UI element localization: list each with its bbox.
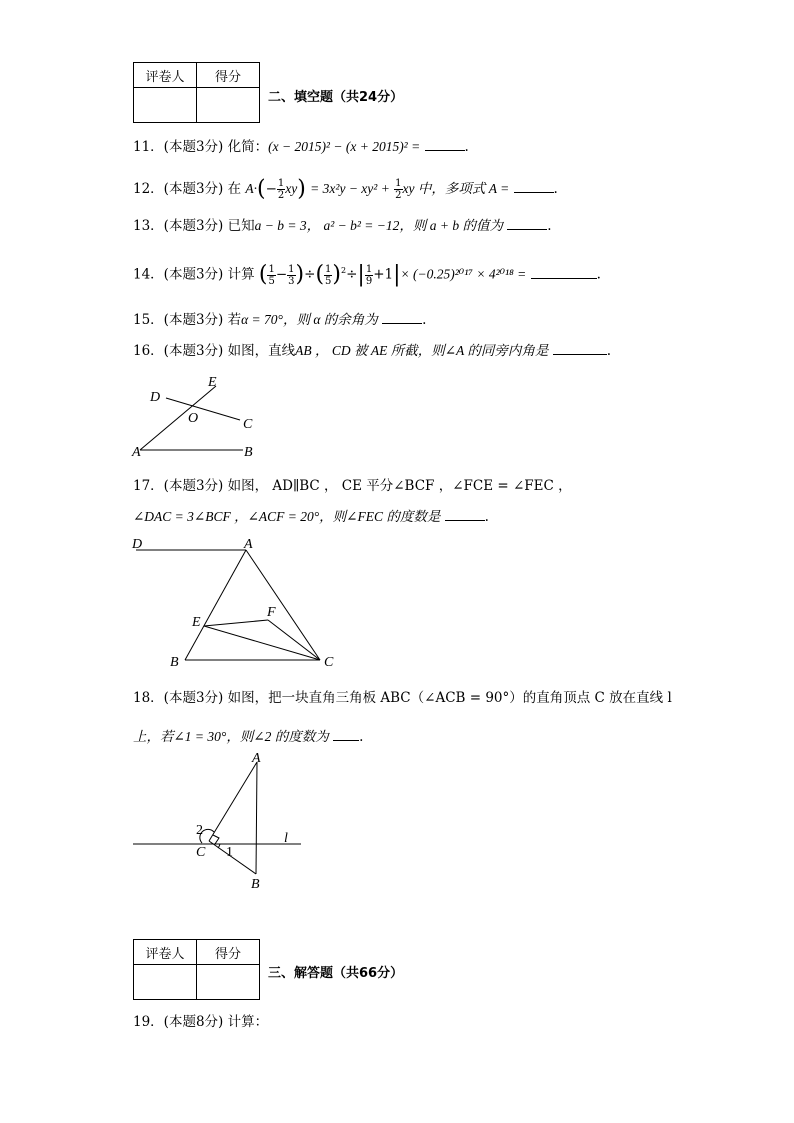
q17-end: . [484,509,489,525]
q11-prefix: 11．(本题3分) 化简： [133,139,269,155]
figure-18 [128,748,318,898]
fig18-label-two: 2 [196,823,203,838]
q18-end: . [359,729,364,745]
q14-end: . [596,266,601,283]
question-11 [133,138,469,156]
q16-blank[interactable] [553,342,607,355]
fig17-label-E: E [192,615,201,630]
q18-blank[interactable] [333,728,359,741]
question-17 [133,508,489,526]
figure-17 [128,534,348,674]
q14-prefix: 14．(本题3分) 计算 [133,266,255,283]
q15-blank[interactable] [382,311,422,324]
q12-tail: xy 中，多项式 A = [402,181,510,196]
fig16-label-C: C [243,417,253,432]
fig17-label-D: D [132,537,143,552]
fig17-label-F: F [267,605,276,620]
score-table-section3 [133,939,260,1000]
q13-end: . [547,218,552,234]
question-14: 14．(本题3分) 计算 ( $\frac{1}{5}$ − $\frac{1}{3}$ )÷( $\frac{1}{5}$ )$^2$÷| $\frac{1}{9}$ +1|× (−0.25)²⁰¹⁷ × 4²⁰¹⁸ = . [133,262,601,287]
question-17-line1: 17．(本题3分) 如图， AD∥BC ， CE 平分∠BCF ，∠FCE = ∠FEC ， [133,478,572,494]
q13-cond: a − b = 3， a² − b² = −12，则 a + b 的值为 [254,218,503,233]
fig16-label-D: D [150,390,161,405]
q14-blank[interactable] [531,266,597,279]
fig18-label-C: C [196,845,206,860]
fig18-label-l: l [284,831,288,846]
score-header: 得分 [197,940,260,965]
fig16-label-B: B [244,445,253,460]
question-12: 12．(本题3分) 在 A·(− $\frac{1}{2}$ xy) = 3x²y − xy² + $\frac{1}{2}$ xy 中，多项式 A = . [133,176,558,202]
q15-prefix: 15．(本题3分) 若 [133,312,242,328]
q11-end: . [464,139,469,155]
fig17-label-B: B [170,655,179,670]
score-table-section2 [133,62,260,123]
fig18-label-one: 1 [226,845,233,860]
fig16-label-O: O [188,411,199,426]
q16-end: . [606,343,611,359]
q15-cond: α = 70°，则 α 的余角为 [241,312,378,327]
fig18-label-A: A [252,751,261,766]
q16-prefix: 16．(本题3分) 如图，直线 [133,343,296,359]
q12-mid: = 3x²y − xy² + [310,181,390,196]
q11-blank[interactable] [425,138,465,151]
q12-prefix: 12．(本题3分) 在 [133,181,242,197]
score-header: 得分 [197,63,260,88]
q18-line2: 上，若∠1 = 30°，则∠2 的度数为 [133,729,329,744]
score-cell [197,88,260,123]
reviewer-header: 评卷人 [134,63,197,88]
fig17-label-C: C [324,655,334,670]
q13-prefix: 13．(本题3分) 已知 [133,218,255,234]
reviewer-cell [134,965,197,1000]
q11-expr: (x − 2015)² − (x + 2015)² = [268,139,421,154]
section3-title: 三、解答题（共66分） [268,966,404,981]
question-19: 19．(本题8分) 计算： [133,1014,269,1030]
q13-blank[interactable] [507,217,547,230]
q12-blank[interactable] [514,180,554,193]
question-15 [133,311,426,329]
question-18 [133,728,363,746]
fig16-label-A: A [132,445,141,460]
q12-end: . [553,181,558,197]
question-18-line1: 18．(本题3分) 如图，把一块直角三角板 ABC（∠ACB = 90°）的直角顶点 C 放在直线 l [133,690,672,706]
fig16-label-E: E [208,375,217,390]
score-cell [197,965,260,1000]
fig17-label-A: A [244,537,253,552]
reviewer-cell [134,88,197,123]
q17-line2: ∠DAC = 3∠BCF ，∠ACF = 20°，则∠FEC 的度数是 [133,509,441,524]
figure-16 [128,370,268,462]
question-16 [133,342,611,360]
reviewer-header: 评卷人 [134,940,197,965]
q15-end: . [422,312,427,328]
q14-tail: × (−0.25)²⁰¹⁷ × 4²⁰¹⁸ = [400,266,527,282]
section2-title: 二、填空题（共24分） [268,90,404,105]
question-13 [133,217,552,235]
q16-cond: AB ， CD 被 AE 所截，则∠A 的同旁内角是 [295,343,549,358]
fig18-label-B: B [251,877,260,892]
q17-blank[interactable] [445,508,485,521]
